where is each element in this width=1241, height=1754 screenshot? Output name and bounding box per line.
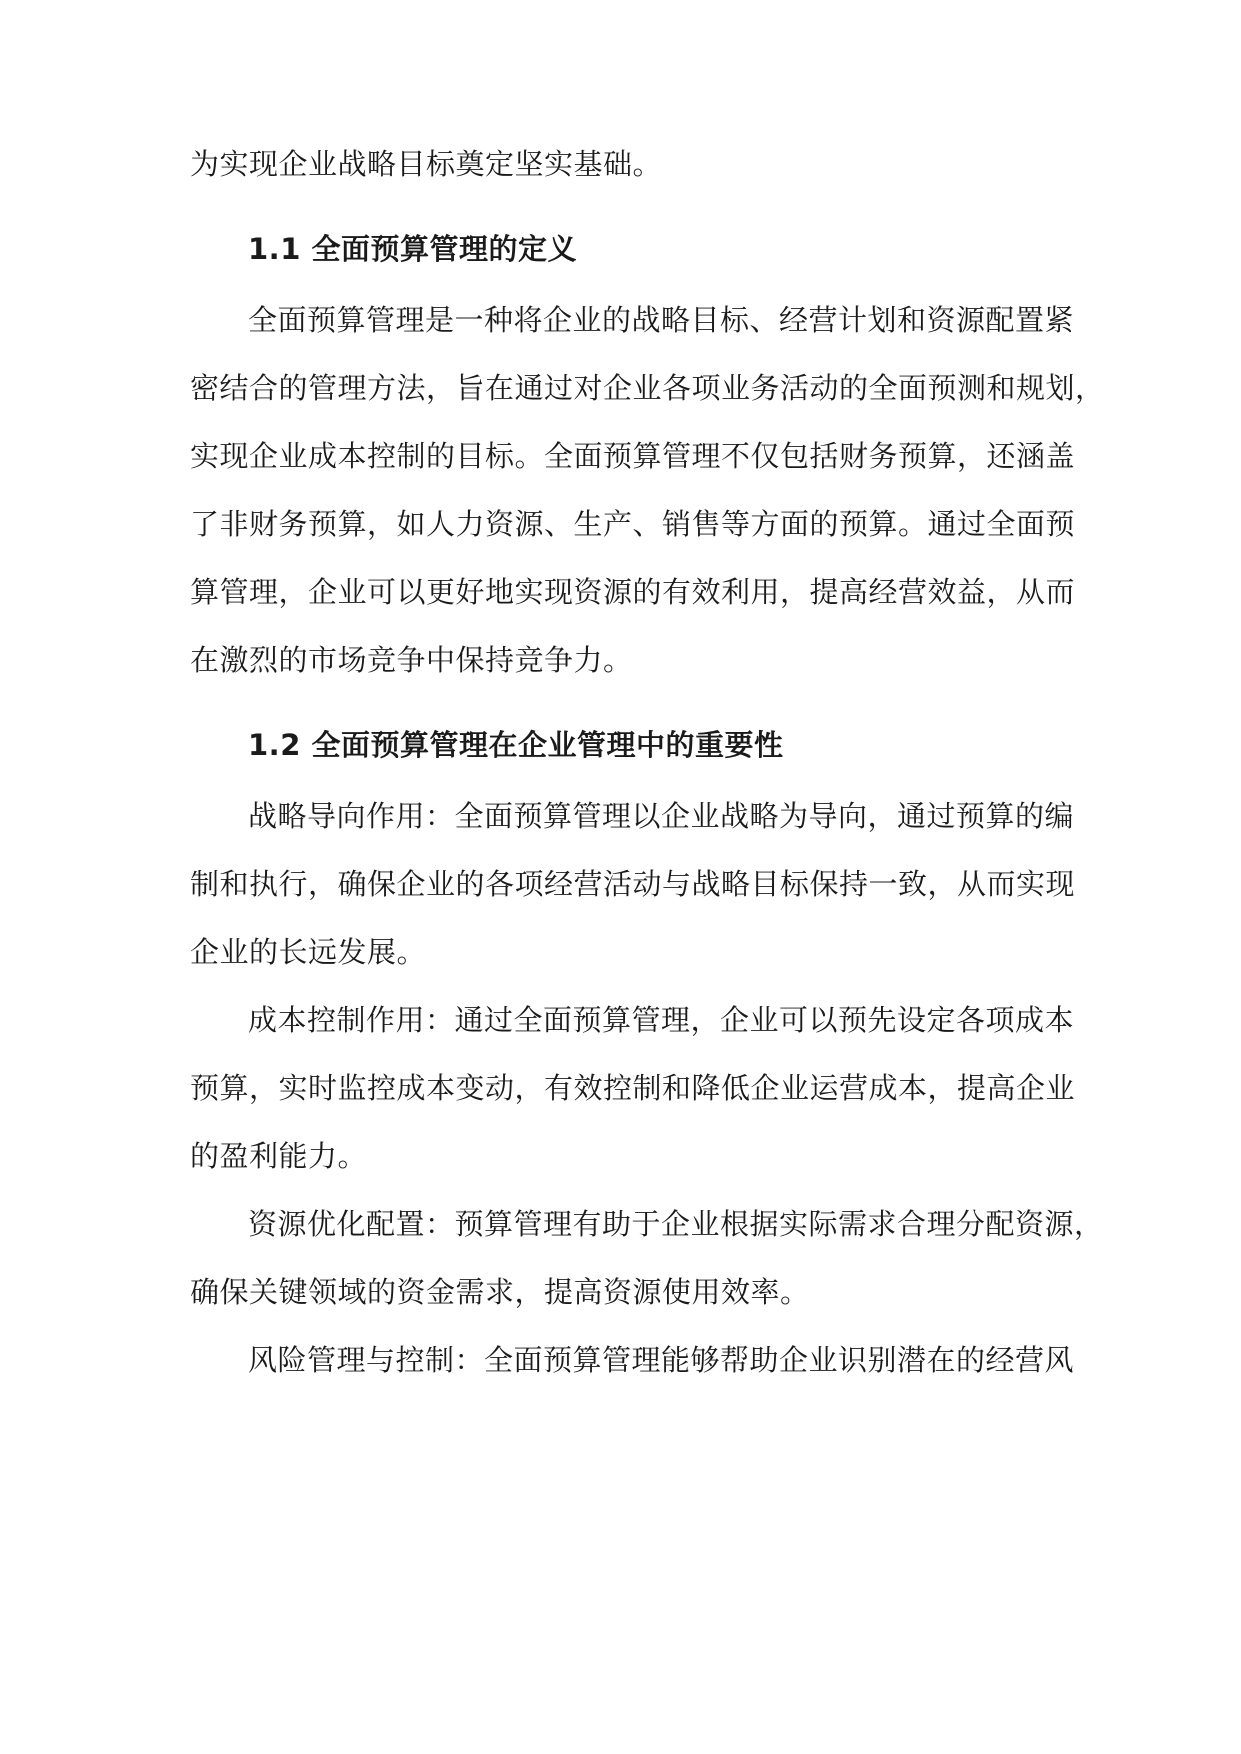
section-heading-1-2: 1.2 全面预算管理在企业管理中的重要性 [248, 728, 784, 762]
paragraph-line: 密结合的管理方法，旨在通过对企业各项业务活动的全面预测和规划， [190, 371, 1105, 405]
paragraph-line: 在激烈的市场竞争中保持竞争力。 [190, 643, 633, 677]
paragraph-line: 成本控制作用：通过全面预算管理，企业可以预先设定各项成本 [248, 1003, 1075, 1037]
paragraph-line: 战略导向作用：全面预算管理以企业战略为导向，通过预算的编 [248, 799, 1075, 833]
paragraph-line: 为实现企业战略目标奠定坚实基础。 [190, 147, 663, 181]
paragraph-line: 企业的长远发展。 [190, 935, 427, 969]
paragraph-line: 资源优化配置：预算管理有助于企业根据实际需求合理分配资源， [248, 1207, 1104, 1241]
paragraph-line: 实现企业成本控制的目标。全面预算管理不仅包括财务预算，还涵盖 [190, 439, 1076, 473]
paragraph-line: 算管理，企业可以更好地实现资源的有效利用，提高经营效益，从而 [190, 575, 1076, 609]
paragraph-line: 确保关键领域的资金需求，提高资源使用效率。 [190, 1275, 810, 1309]
paragraph-line: 制和执行，确保企业的各项经营活动与战略目标保持一致，从而实现 [190, 867, 1076, 901]
paragraph-line: 了非财务预算，如人力资源、生产、销售等方面的预算。通过全面预 [190, 507, 1076, 541]
paragraph-line: 风险管理与控制：全面预算管理能够帮助企业识别潜在的经营风 [248, 1343, 1075, 1377]
paragraph-line: 预算，实时监控成本变动，有效控制和降低企业运营成本，提高企业 [190, 1071, 1076, 1105]
section-heading-1-1: 1.1 全面预算管理的定义 [248, 232, 577, 266]
paragraph-line: 全面预算管理是一种将企业的战略目标、经营计划和资源配置紧 [248, 303, 1075, 337]
paragraph-line: 的盈利能力。 [190, 1139, 368, 1173]
